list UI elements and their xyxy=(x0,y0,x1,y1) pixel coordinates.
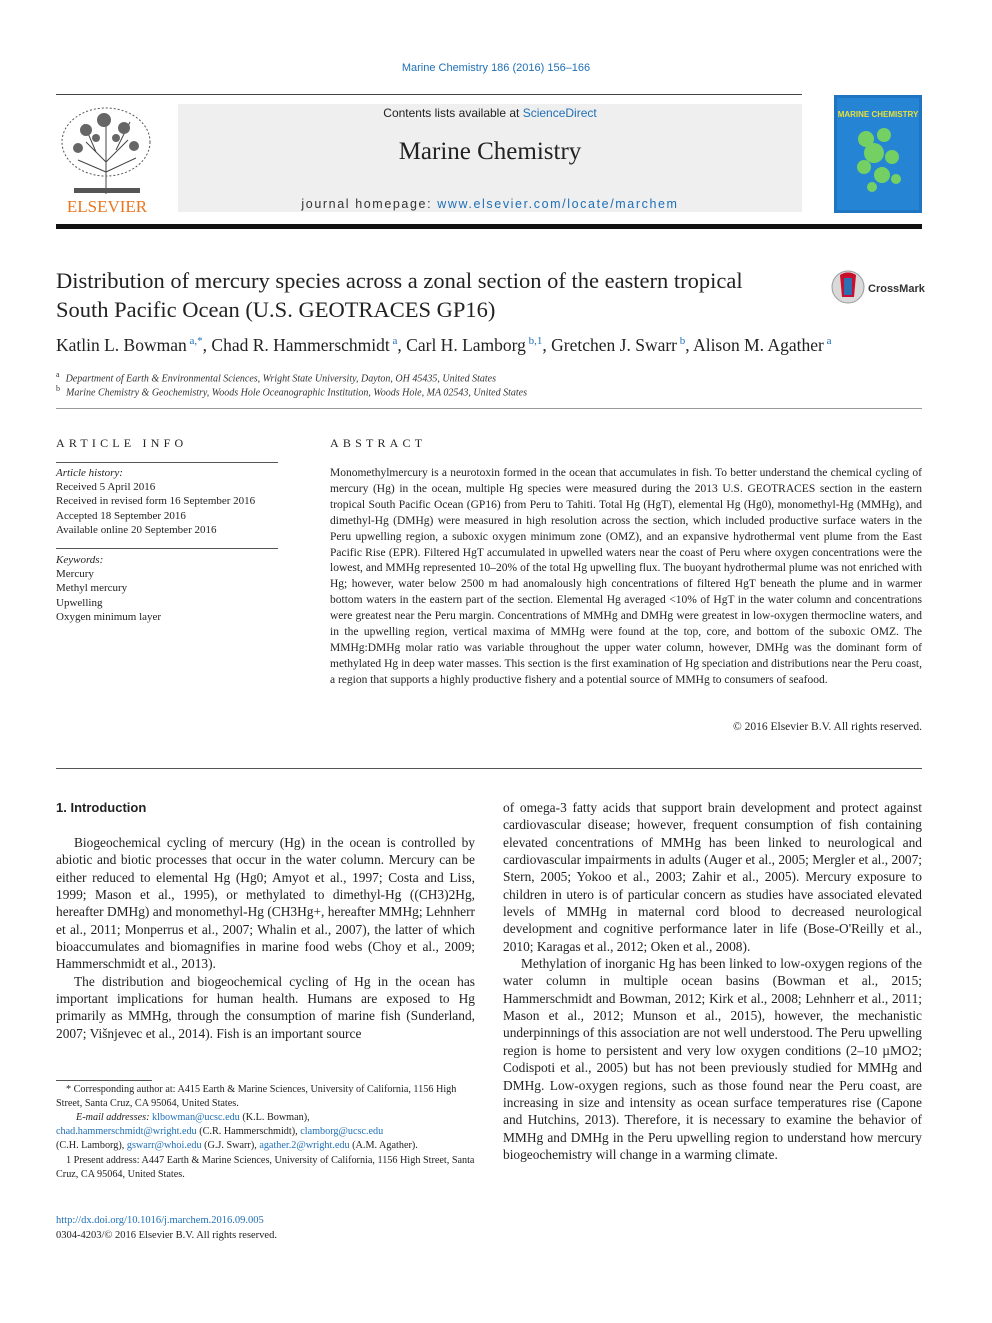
history-label: Article history: xyxy=(56,467,123,479)
homepage-prefix: journal homepage: xyxy=(301,197,438,211)
author-5[interactable]: Alison M. Agather $^a$ xyxy=(693,335,832,355)
body-column-left xyxy=(56,834,475,1042)
email-link[interactable]: chad.hammerschmidt@wright.edu xyxy=(56,1126,197,1138)
journal-citation[interactable]: Marine Chemistry 186 (2016) 156–166 xyxy=(401,62,591,74)
svg-text:MARINE CHEMISTRY: MARINE CHEMISTRY xyxy=(837,110,919,119)
author-1[interactable]: Katlin L. Bowman $^{a,*}$ xyxy=(56,335,203,355)
svg-text:ELSEVIER: ELSEVIER xyxy=(66,197,148,214)
history-item: Accepted 18 September 2016 xyxy=(56,509,186,522)
author-list: Katlin L. Bowman $^{a,*}$, Chad R. Hammerschmidt $^a$, Carl H. Lamborg $^{b,1}$, Gretchen J. Swarr $^b$, Alison M. Agather $^a$ xyxy=(56,335,832,355)
homepage-line xyxy=(178,197,802,211)
abstract-heading: ABSTRACT xyxy=(330,436,427,450)
article-title: Distribution of mercury species across a zonal section of the eastern tropical South Pacific Ocean (U.S. GEOTRACES GP16) xyxy=(56,268,743,322)
body-paragraph: The distribution and biogeochemical cycling of Hg in the ocean has important implications for human health. Humans are exposed to Hg primarily as MMHg, through the consumption of marine fish (Sunderland, 2007; Višnjevec et al., 2014). Fish is an important source xyxy=(56,973,475,1041)
keywords xyxy=(56,553,278,624)
keyword: Methyl mercury xyxy=(56,582,128,595)
crossmark-label: CrossMark xyxy=(868,283,925,295)
divider xyxy=(56,768,332,769)
affiliation-a: $^a$ Department of Earth & Environmental Sciences, Wright State University, Dayton, OH 45435, United States xyxy=(56,370,496,385)
article-info-heading: ARTICLE INFO xyxy=(56,436,188,450)
body-paragraph: Biogeochemical cycling of mercury (Hg) in the ocean is controlled by abiotic and biotic processes that occur in the water column. Mercury can be either reduced to elemental Hg (Hg0; Amyot et al., 1997; Costa and Liss, 1999; Mason et al., 1995), or methylated to dimethyl-Hg ((CH3)2Hg, hereafter DMHg) and monomethyl-Hg (CH3Hg+, hereafter MMHg; Lehnherr et al., 2011; Monperrus et al., 2007; Whalin et al., 2007), the latter of which bioaccumulates and biomagnifies in marine food webs (Choy et al., 2009; Hammerschmidt et al., 2013). xyxy=(56,835,475,972)
keywords-label: Keywords: xyxy=(56,554,104,566)
email-link[interactable]: agather.2@wright.edu xyxy=(259,1140,350,1152)
footnote-present-address: 1 Present address: A447 Earth & Marine Sciences, University of California, 1156 High Street, Santa Cruz, CA 95064, United States. xyxy=(56,1155,475,1181)
divider xyxy=(330,768,922,769)
journal-cover-image[interactable] xyxy=(834,95,922,213)
keyword: Upwelling xyxy=(56,596,103,609)
abstract-text: Monomethylmercury is a neurotoxin formed in the ocean that accumulates in fish. To better understand the chemical cycling of mercury (Hg) in the ocean, multiple Hg species were measured during the 2013 U.S. GEOTRACES section in the eastern tropical South Pacific Ocean (GP16) from Peru to Tahiti. Total Hg (HgT), elemental Hg (Hg0), monomethyl-Hg (MMHg), and dimethyl-Hg (DMHg) were measured in high resolution across the section, which included productive surface waters in the Peru upwelling region, a suboxic oxygen minimum zone (OMZ), and an expansive hydrothermal vent plume from the East Pacific Rise (EPR). Filtered HgT accumulated in upwelled waters near the coast of Peru where oxygen concentrations were the lowest, and MMHg represented 10–20% of the total Hg upwelling flux. The buoyant hydrothermal plume was not enriched with Hg; however, water below 2500 m had anomalously high concentrations of filtered HgT beneath the plume and in warmer bottom waters in the eastern part of the section. Elemental Hg averaged <10% of HgT in the water column and concentrations were greatest near the Peru margin. Concentrations of MMHg and DMHg were greatest in low-oxygen thermocline waters, and in the upwelling region, vertical maxima of MMHg were found at the top, core, and bottom of the suboxic OMZ. The MMHg:DMHg molar ratio was variable throughout the upper water column, however, DMHg was the dominant form of methylated Hg in deep water masses. This section is the first examination of Hg speciation and distributions near the Peru coast, a region that supports a highly productive fishery and a potential source of MMHg to consumers of seafood. xyxy=(330,467,922,686)
abstract-copyright: © 2016 Elsevier B.V. All rights reserved. xyxy=(733,721,922,733)
affiliation-b: $^b$ Marine Chemistry & Geochemistry, Woods Hole Oceanographic Institution, Woods Hole, MA 02543, United States xyxy=(56,384,527,399)
author-3[interactable]: Carl H. Lamborg $^{b,1}$ xyxy=(406,335,543,355)
divider xyxy=(56,548,278,549)
section-heading-introduction: 1. Introduction xyxy=(56,800,147,815)
author-2[interactable]: Chad R. Hammerschmidt $^a$ xyxy=(211,335,398,355)
author-4[interactable]: Gretchen J. Swarr $^b$ xyxy=(551,335,686,355)
header-rule xyxy=(56,94,802,95)
footnote-corresponding: * Corresponding author at: A415 Earth & Marine Sciences, University of California, 1156 High Street, Santa Cruz, CA 95064, United States. xyxy=(56,1084,457,1110)
history-item: Received in revised form 16 September 2016 xyxy=(56,495,256,508)
body-paragraph: of omega-3 fatty acids that support brain development and protect against cardiovascular disease; however, frequent consumption of fish containing elevated concentrations of MMHg has been linked to neurological and cardiovascular impairments in adults (Auger et al., 2005; Mergler et al., 2007; Stern, 2005; Yokoo et al., 2003; Zahir et al., 2005). Mercury exposure to children in utero is of particular concern as studies have associated elevated levels of MMHg in maternal cord blood to decreased neurological development and cognitive performance later in life (Bose-O'Reilly et al., 2010; Karagas et al., 2012; Oken et al., 2008). xyxy=(503,800,922,954)
keyword: Oxygen minimum layer xyxy=(56,610,162,623)
footnote-rule xyxy=(56,1080,152,1081)
homepage-link[interactable]: www.elsevier.com/locate/marchem xyxy=(437,197,679,211)
article-history xyxy=(56,466,278,537)
doi-link[interactable]: http://dx.doi.org/10.1016/j.marchem.2016.09.005 xyxy=(56,1215,264,1226)
history-item: Received 5 April 2016 xyxy=(56,481,156,494)
contents-prefix: Contents lists available at xyxy=(383,106,523,120)
divider xyxy=(56,408,922,409)
history-item: Available online 20 September 2016 xyxy=(56,523,217,536)
divider xyxy=(56,462,278,463)
footnote-emails: E-mail addresses: klbowman@ucsc.edu (K.L. Bowman), chad.hammerschmidt@wright.edu (C.R. Hammerschmidt), clamborg@ucsc.edu (C.H. Lamborg), gswarr@whoi.edu (G.J. Swarr), agather.2@wright.edu (A.M. Agather). xyxy=(56,1112,418,1152)
email-link[interactable]: klbowman@ucsc.edu xyxy=(152,1112,240,1123)
email-link[interactable]: clamborg@ucsc.edu xyxy=(300,1126,384,1138)
journal-name: Marine Chemistry xyxy=(398,138,582,165)
contents-line xyxy=(178,106,802,120)
body-paragraph: Methylation of inorganic Hg has been linked to low-oxygen regions of the water column in multiple ocean basins (Bowman et al., 2015; Hammerschmidt and Bowman, 2012; Kirk et al., 2008; Lehnherr et al., 2011; Mason et al., 2012; Munson et al., 2015), however, the mechanistic underpinnings of this association are not well understood. The Peru upwelling region is home to persistent and very low oxygen conditions (2–10 µMO2; Codispoti et al., 2005) but has not been previously studied for MMHg and DMHg. Low-oxygen regions, such as those found near the Peru coast, are increasing in size and intensity as ocean surface temperatures rise (Capone and Hutchins, 2013). Therefore, it is necessary to examine the behavior of MMHg and DMHg in the Peru upwelling region to understand how mercury biogeochemistry will change in a warming climate. xyxy=(503,956,922,1162)
email-link[interactable]: gswarr@whoi.edu xyxy=(126,1140,202,1152)
issn-line: 0304-4203/© 2016 Elsevier B.V. All rights reserved. xyxy=(56,1230,277,1241)
sciencedirect-link[interactable]: ScienceDirect xyxy=(522,106,597,120)
crossmark-badge[interactable] xyxy=(830,268,926,306)
body-column-right xyxy=(503,799,922,1163)
keyword: Mercury xyxy=(56,568,94,581)
elsevier-logo xyxy=(56,102,158,214)
header-thick-rule xyxy=(56,224,922,229)
